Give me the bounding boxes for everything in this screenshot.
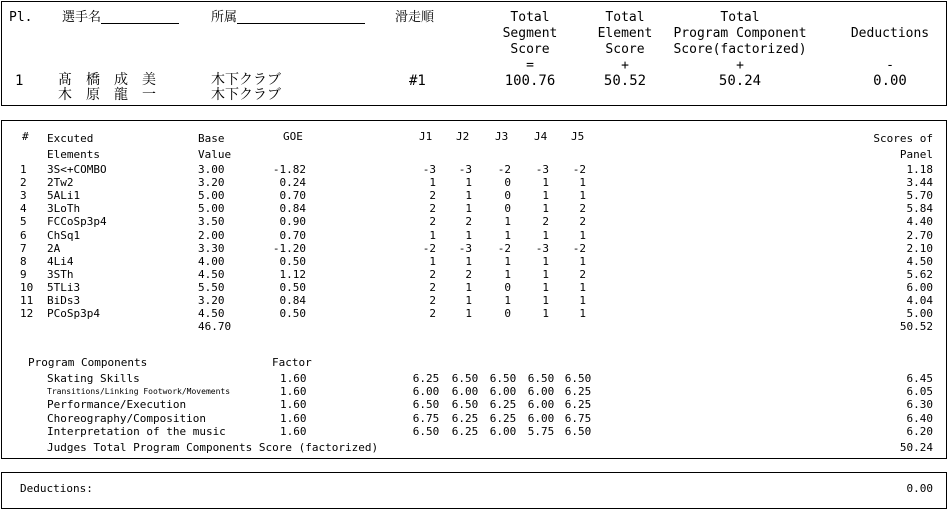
element-goe: 0.90 [279, 215, 306, 229]
component-judge-1: 6.00 [412, 385, 440, 399]
element-judge-2: 1 [465, 307, 472, 321]
component-judge-4: 6.00 [527, 398, 555, 412]
component-factor: 1.60 [280, 411, 307, 425]
element-base-value: 4.50 [198, 267, 225, 281]
total-deductions: 0.00 [873, 73, 907, 89]
element-goe: 0.50 [279, 280, 306, 294]
col-j5-header: J5 [571, 130, 585, 143]
component-judge-5: 6.50 [564, 372, 592, 385]
element-judge-3: 0 [504, 307, 511, 321]
component-judge-3: 6.00 [489, 385, 517, 399]
skater-club-2: 木下クラブ [211, 87, 281, 103]
component-name: Choreography/Composition [47, 411, 206, 425]
element-judge-1: -2 [422, 241, 436, 255]
component-name: Skating Skills [47, 372, 140, 385]
element-judge-3: 1 [504, 228, 511, 242]
element-base-value: 3.20 [198, 176, 225, 190]
place-header: Pl. [9, 10, 33, 25]
element-judge-4: -3 [535, 241, 549, 255]
components-total-label: Judges Total Program Components Score (factorized) [47, 441, 379, 454]
component-judge-4: 6.00 [527, 411, 555, 425]
element-judge-3: -2 [497, 241, 511, 255]
element-judge-1: 2 [429, 280, 436, 294]
element-judge-5: 1 [579, 189, 586, 203]
element-judge-2: 1 [465, 294, 472, 307]
element-goe: 0.50 [279, 254, 306, 268]
deductions-box [1, 472, 947, 509]
element-goe: 0.50 [279, 307, 306, 321]
element-base-value: 3.20 [198, 294, 225, 307]
element-judge-2: 1 [465, 189, 472, 203]
component-judge-3: 6.50 [489, 372, 517, 385]
element-goe: 0.70 [279, 189, 306, 203]
element-code: 3LoTh [47, 202, 81, 216]
element-panel-score: 4.40 [906, 215, 933, 229]
element-judge-2: 2 [465, 267, 472, 281]
component-panel-score: 6.45 [906, 372, 933, 385]
element-judge-3: 1 [504, 267, 511, 281]
skater-name-1: 髙 橋 成 美 [58, 72, 156, 88]
total-base-value: 46.70 [198, 320, 232, 333]
element-judge-5: -2 [572, 163, 586, 176]
element-judge-1: 1 [429, 254, 436, 268]
component-judge-1: 6.25 [412, 372, 440, 385]
element-judge-5: 1 [579, 228, 586, 242]
total-elements-score: 50.52 [899, 320, 933, 333]
component-judge-3: 6.25 [489, 411, 517, 425]
component-panel-score: 6.20 [906, 424, 933, 438]
element-judge-5: 2 [579, 215, 586, 229]
element-judge-1: -3 [422, 163, 436, 176]
start-order: #1 [409, 73, 426, 89]
col-num-header: # [22, 130, 29, 143]
element-judge-1: 2 [429, 294, 436, 307]
component-factor: 1.60 [280, 424, 307, 438]
component-judge-2: 6.00 [451, 385, 479, 399]
element-judge-4: 1 [542, 280, 549, 294]
element-judge-4: 1 [542, 176, 549, 190]
col-base-value-header: Base Value [198, 132, 232, 161]
col-scores-header: Scores of Panel [873, 132, 933, 161]
element-code: ChSq1 [47, 228, 81, 242]
pcs-header: Total Program Component Score(factorized) + [673, 10, 807, 73]
element-base-value: 5.50 [198, 280, 225, 294]
element-judge-4: 1 [542, 294, 549, 307]
element-judge-5: 1 [579, 307, 586, 321]
element-judge-3: 1 [504, 254, 511, 268]
component-judge-5: 6.50 [564, 424, 592, 438]
element-goe: 0.84 [279, 294, 306, 307]
element-panel-score: 6.00 [906, 280, 933, 294]
component-name: Performance/Execution [47, 398, 187, 412]
component-judge-1: 6.50 [412, 398, 440, 412]
element-goe: 0.70 [279, 228, 306, 242]
element-number: 12 [20, 307, 34, 321]
element-code: 2A [47, 241, 61, 255]
element-code: BiDs3 [47, 294, 81, 307]
element-judge-4: 1 [542, 189, 549, 203]
element-judge-4: 1 [542, 254, 549, 268]
component-factor: 1.60 [280, 372, 307, 385]
element-goe: -1.20 [272, 241, 306, 255]
element-judge-4: 1 [542, 307, 549, 321]
component-panel-score: 6.05 [906, 385, 933, 399]
element-judge-1: 1 [429, 176, 436, 190]
element-base-value: 3.50 [198, 215, 225, 229]
element-number: 3 [20, 189, 27, 203]
element-panel-score: 4.50 [906, 254, 933, 268]
component-judge-4: 6.50 [527, 372, 555, 385]
element-panel-score: 1.18 [906, 163, 933, 176]
deductions-header: Deductions - [850, 26, 930, 73]
element-judge-1: 2 [429, 267, 436, 281]
element-base-value: 5.00 [198, 202, 225, 216]
element-panel-score: 3.44 [906, 176, 933, 190]
element-judge-4: -3 [535, 163, 549, 176]
element-panel-score: 5.00 [906, 307, 933, 321]
element-number: 8 [20, 254, 27, 268]
element-number: 9 [20, 267, 27, 281]
element-goe: -1.82 [272, 163, 306, 176]
element-judge-5: 2 [579, 202, 586, 216]
element-number: 10 [20, 280, 34, 294]
deductions-label: Deductions: [20, 482, 93, 495]
element-base-value: 5.00 [198, 189, 225, 203]
element-panel-score: 2.70 [906, 228, 933, 242]
order-header: 滑走順 [395, 10, 435, 25]
element-judge-2: 1 [465, 176, 472, 190]
element-judge-4: 1 [542, 202, 549, 216]
element-judge-1: 2 [429, 202, 436, 216]
element-judge-4: 2 [542, 215, 549, 229]
component-name: Interpretation of the music [47, 424, 226, 438]
element-judge-3: -2 [497, 163, 511, 176]
component-judge-5: 6.75 [564, 411, 592, 425]
element-judge-2: 1 [465, 280, 472, 294]
element-judge-5: -2 [572, 241, 586, 255]
component-judge-2: 6.50 [451, 372, 479, 385]
element-judge-1: 1 [429, 228, 436, 242]
tes-header: Total Element Score + [597, 10, 653, 73]
element-judge-5: 1 [579, 254, 586, 268]
component-name: Transitions/Linking Footwork/Movements [47, 387, 231, 397]
element-base-value: 3.30 [198, 241, 225, 255]
element-base-value: 2.00 [198, 228, 225, 242]
component-judge-2: 6.50 [451, 398, 479, 412]
element-code: 5TLi3 [47, 280, 81, 294]
element-judge-3: 0 [504, 176, 511, 190]
element-code: 4Li4 [47, 254, 74, 268]
component-judge-1: 6.50 [412, 424, 440, 438]
club-header: 所属 [211, 11, 365, 24]
component-judge-2: 6.25 [451, 411, 479, 425]
element-base-value: 3.00 [198, 163, 225, 176]
col-j3-header: J3 [495, 130, 509, 143]
element-judge-5: 2 [579, 267, 586, 281]
component-judge-1: 6.75 [412, 411, 440, 425]
element-goe: 1.12 [279, 267, 306, 281]
component-factor: 1.60 [280, 398, 307, 412]
element-number: 5 [20, 215, 27, 229]
element-base-value: 4.00 [198, 254, 225, 268]
element-judge-1: 2 [429, 307, 436, 321]
element-code: FCCoSp3p4 [47, 215, 107, 229]
element-judge-5: 1 [579, 176, 586, 190]
element-judge-3: 1 [504, 294, 511, 307]
element-panel-score: 5.70 [906, 189, 933, 203]
element-panel-score: 2.10 [906, 241, 933, 255]
col-j2-header: J2 [456, 130, 470, 143]
element-goe: 0.24 [279, 176, 306, 190]
component-judge-4: 5.75 [527, 424, 555, 438]
element-judge-3: 0 [504, 280, 511, 294]
total-segment-score: 100.76 [504, 73, 556, 89]
element-judge-2: -3 [458, 241, 472, 255]
skater-name-2: 木 原 龍 一 [58, 87, 156, 103]
element-judge-1: 2 [429, 189, 436, 203]
factor-header: Factor [272, 356, 312, 369]
total-pcs-score: 50.24 [718, 73, 762, 89]
element-judge-3: 1 [504, 215, 511, 229]
element-judge-2: 1 [465, 202, 472, 216]
component-panel-score: 6.30 [906, 398, 933, 412]
component-judge-4: 6.00 [527, 385, 555, 399]
name-header: 選手名 [62, 11, 179, 24]
element-judge-2: 2 [465, 215, 472, 229]
col-j4-header: J4 [534, 130, 548, 143]
element-number: 1 [20, 163, 27, 176]
component-judge-3: 6.00 [489, 424, 517, 438]
element-goe: 0.84 [279, 202, 306, 216]
element-judge-1: 2 [429, 215, 436, 229]
component-panel-score: 6.40 [906, 411, 933, 425]
element-code: PCoSp3p4 [47, 307, 100, 321]
total-element-score: 50.52 [603, 73, 647, 89]
element-base-value: 4.50 [198, 307, 225, 321]
component-judge-3: 6.25 [489, 398, 517, 412]
element-judge-4: 1 [542, 228, 549, 242]
element-number: 2 [20, 176, 27, 190]
element-number: 4 [20, 202, 27, 216]
component-factor: 1.60 [280, 385, 307, 399]
component-judge-2: 6.25 [451, 424, 479, 438]
deductions-value: 0.00 [906, 482, 933, 495]
element-judge-3: 0 [504, 202, 511, 216]
element-judge-2: 1 [465, 254, 472, 268]
components-total: 50.24 [899, 441, 933, 454]
component-judge-5: 6.25 [564, 398, 592, 412]
tss-header: Total Segment Score = [502, 10, 558, 73]
element-judge-2: 1 [465, 228, 472, 242]
col-j1-header: J1 [419, 130, 433, 143]
col-elements-header: Excuted Elements [47, 132, 100, 161]
element-number: 11 [20, 294, 34, 307]
element-judge-5: 1 [579, 294, 586, 307]
element-code: 3S<+COMBO [47, 163, 107, 176]
element-code: 3STh [47, 267, 74, 281]
element-code: 2Tw2 [47, 176, 74, 190]
element-judge-4: 1 [542, 267, 549, 281]
col-goe-header: GOE [283, 130, 303, 143]
element-code: 5ALi1 [47, 189, 81, 203]
element-panel-score: 5.84 [906, 202, 933, 216]
element-judge-3: 0 [504, 189, 511, 203]
element-panel-score: 4.04 [906, 294, 933, 307]
element-number: 6 [20, 228, 27, 242]
element-panel-score: 5.62 [906, 267, 933, 281]
skater-club-1: 木下クラブ [211, 72, 281, 88]
element-judge-2: -3 [458, 163, 472, 176]
element-number: 7 [20, 241, 27, 255]
components-title: Program Components [28, 356, 148, 369]
component-judge-5: 6.25 [564, 385, 592, 399]
skater-place: 1 [15, 73, 24, 89]
element-judge-5: 1 [579, 280, 586, 294]
